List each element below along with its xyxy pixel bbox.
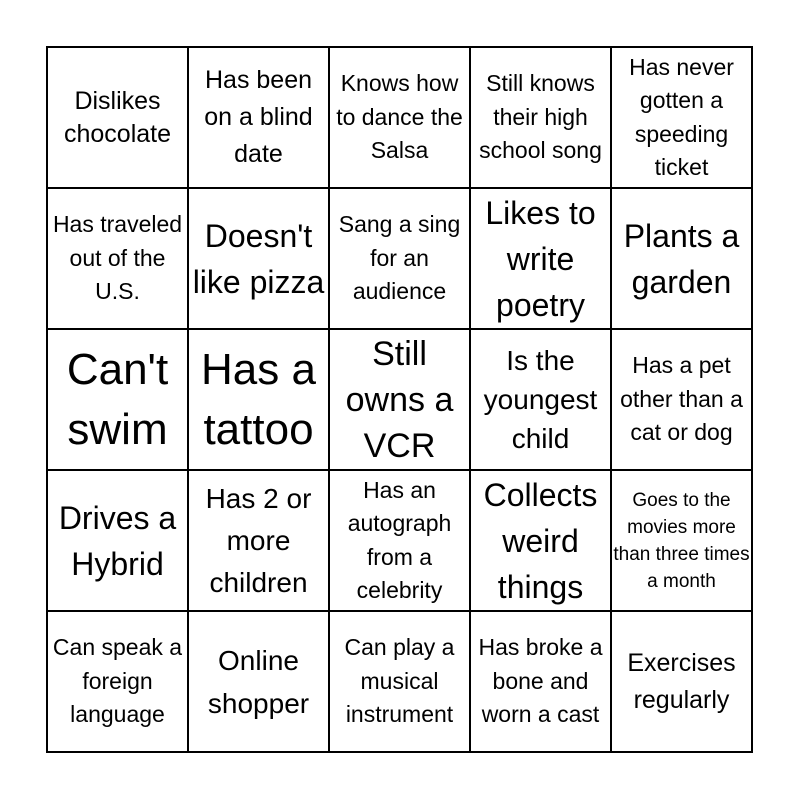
cell-text: Sang a sing for an audience <box>338 211 461 305</box>
cell-text: Has 2 or more children <box>205 482 312 598</box>
bingo-cell-r2c2[interactable] <box>188 188 329 329</box>
bingo-cell-r4c1[interactable] <box>47 470 188 611</box>
bingo-cell-r3c1[interactable] <box>47 329 188 470</box>
bingo-cell-r4c3[interactable] <box>329 470 470 611</box>
cell-text: Online shopper <box>207 644 310 719</box>
bingo-cell-r3c4[interactable] <box>470 329 611 470</box>
cell-text: Has broke a bone and worn a cast <box>478 634 603 728</box>
cell-text: Can't swim <box>66 344 169 454</box>
cell-text: Knows how to dance the Salsa <box>336 70 463 164</box>
bingo-cell-r5c2[interactable] <box>188 611 329 752</box>
bingo-cell-r1c3[interactable] <box>329 47 470 188</box>
cell-text: Plants a garden <box>623 217 740 300</box>
cell-text: Doesn't like pizza <box>192 217 325 300</box>
cell-text: Has traveled out of the U.S. <box>52 211 183 305</box>
cell-text: Goes to the movies more than three times a month <box>613 489 750 592</box>
bingo-cell-r3c3[interactable] <box>329 329 470 470</box>
bingo-cell-r3c2[interactable] <box>188 329 329 470</box>
cell-text: Exercises regularly <box>627 648 736 714</box>
bingo-cell-r4c5[interactable] <box>611 470 752 611</box>
bingo-cell-r5c5[interactable] <box>611 611 752 752</box>
bingo-cell-r3c5[interactable] <box>611 329 752 470</box>
bingo-cell-r5c4[interactable] <box>470 611 611 752</box>
cell-text: Has been on a blind date <box>204 66 313 168</box>
bingo-cell-r5c1[interactable] <box>47 611 188 752</box>
cell-text: Still owns a VCR <box>345 334 454 465</box>
bingo-cell-r2c1[interactable] <box>47 188 188 329</box>
cell-text: Has an autograph from a celebrity <box>347 476 452 603</box>
cell-text: Has a pet other than a cat or dog <box>620 352 743 446</box>
bingo-cell-r4c2[interactable] <box>188 470 329 611</box>
cell-text: Dislikes chocolate <box>63 86 172 148</box>
bingo-cell-r2c3[interactable] <box>329 188 470 329</box>
bingo-cell-r2c4[interactable] <box>470 188 611 329</box>
bingo-cell-r1c4[interactable] <box>470 47 611 188</box>
cell-text: Can speak a foreign language <box>52 634 183 728</box>
cell-text: Collects weird things <box>483 476 598 605</box>
bingo-cell-r5c3[interactable] <box>329 611 470 752</box>
bingo-cell-r1c2[interactable] <box>188 47 329 188</box>
cell-text: Has a tattoo <box>201 344 316 454</box>
cell-text: Is the youngest child <box>483 345 598 454</box>
cell-text: Likes to write poetry <box>485 194 596 323</box>
cell-text: Still knows their high school song <box>479 70 602 164</box>
bingo-cell-r1c5[interactable] <box>611 47 752 188</box>
bingo-board <box>46 46 753 753</box>
bingo-cell-r4c4[interactable] <box>470 470 611 611</box>
bingo-cell-r2c5[interactable] <box>611 188 752 329</box>
cell-text: Drives a Hybrid <box>58 499 177 582</box>
cell-text: Can play a musical instrument <box>344 634 455 728</box>
bingo-cell-r1c1[interactable] <box>47 47 188 188</box>
cell-text: Has never gotten a speeding ticket <box>629 53 734 180</box>
